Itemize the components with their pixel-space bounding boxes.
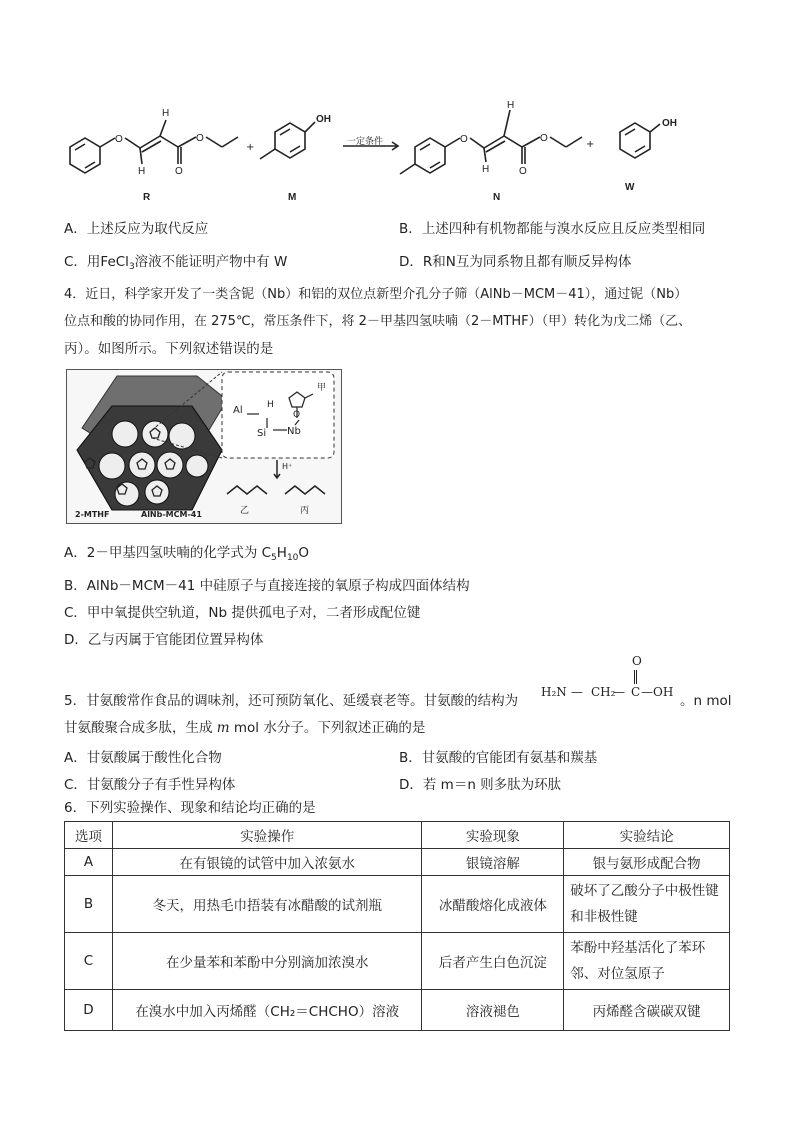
q3-option-b: B．上述四种有机物都能与溴水反应且反应类型相同 xyxy=(399,221,706,237)
glycine-o: O xyxy=(632,654,642,668)
table-header-row xyxy=(65,822,730,849)
row-operation: 冬天，用热毛巾捂装有冰醋酸的试剂瓶 xyxy=(112,876,422,933)
glycine-ch2: CH₂ xyxy=(591,685,616,699)
q4-option-a-mid: H xyxy=(276,545,287,561)
row-conclusion: 破坏了乙酸分子中极性键和非极性键 xyxy=(564,876,730,933)
q3-option-c xyxy=(64,250,287,272)
q5-stem-line2-a: 甘氨酸聚合成多肽，生成 xyxy=(64,720,217,736)
q5-stem-a: 5．甘氨酸常作食品的调味剂，还可预防氧化、延缓衰老等。甘氨酸的结构为 xyxy=(64,693,519,709)
w-ring xyxy=(620,123,650,158)
fig-label-bing: 丙 xyxy=(300,506,310,516)
glycine-oh: —OH xyxy=(641,685,674,699)
svg-text:O: O xyxy=(519,166,527,177)
label-oh-m: OH xyxy=(316,114,331,125)
catalyst-figure xyxy=(67,370,341,523)
header-conclusion: 实验结论 xyxy=(564,822,730,849)
q5-stem-line2 xyxy=(64,719,425,737)
table-row xyxy=(65,876,730,933)
glycine-dash1: — xyxy=(571,685,583,699)
glycine-h2n: H₂N xyxy=(541,685,567,699)
svg-text:O: O xyxy=(115,134,123,145)
q5-stem-line2-b: mol 水分子。下列叙述正确的是 xyxy=(229,720,426,736)
row-operation: 在有银镜的试管中加入浓氨水 xyxy=(112,849,422,876)
row-option: C xyxy=(65,933,113,990)
header-option: 选项 xyxy=(65,822,113,849)
q3-option-a: A．上述反应为取代反应 xyxy=(64,221,209,237)
glycine-dash2: — xyxy=(613,685,625,699)
q4-option-a-sub2: 10 xyxy=(286,553,299,563)
q4-stem-line3: 丙）。如图所示。下列叙述错误的是 xyxy=(64,341,274,357)
row-phenomenon: 银镜溶解 xyxy=(422,849,564,876)
q6-stem: 6．下列实验操作、现象和结论均正确的是 xyxy=(64,800,316,816)
svg-text:H: H xyxy=(162,108,170,119)
experiment-table xyxy=(64,821,730,1031)
fig-label-catalyst: AlNb-MCM-41 xyxy=(141,510,202,519)
q4-figure xyxy=(66,369,342,524)
table-row xyxy=(65,990,730,1031)
svg-text:O: O xyxy=(540,133,548,144)
svg-text:O: O xyxy=(196,133,204,144)
svg-text:O: O xyxy=(175,166,183,177)
fig-label-jia: 甲 xyxy=(317,383,327,393)
fig-label-h: H⁺ xyxy=(282,462,293,471)
row-phenomenon: 后者产生白色沉淀 xyxy=(422,933,564,990)
q4-stem-line2: 位点和酸的协同作用，在 275℃，常压条件下，将 2－甲基四氢呋喃（2－MTHF）（甲）转化为戊二烯（乙、 xyxy=(64,314,692,329)
q4-option-a-pre: A．2－甲基四氢呋喃的化学式为 C xyxy=(64,545,272,561)
m-ring xyxy=(275,123,305,158)
glycine-structure xyxy=(541,654,681,702)
q5-option-a: A．甘氨酸属于酸性化合物 xyxy=(64,750,222,766)
q3-option-d: D．R和N互为同系物且都有顺反异构体 xyxy=(399,254,632,270)
fig-atom-o: O xyxy=(293,410,301,420)
q4-option-c: C．甲中氧提供空轨道，Nb 提供孤电子对，二者形成配位键 xyxy=(64,605,421,621)
row-conclusion: 丙烯醛含碳碳双键 xyxy=(564,990,730,1031)
row-option: A xyxy=(65,849,113,876)
fig-atom-al: Al xyxy=(233,405,243,416)
row-phenomenon: 冰醋酸熔化成液体 xyxy=(422,876,564,933)
fig-atom-h: H xyxy=(267,400,274,410)
plus-sign-2: + xyxy=(586,139,595,150)
header-phenomenon: 实验现象 xyxy=(422,822,564,849)
q4-option-b: B．AlNb－MCM－41 中硅原子与直接连接的氧原子构成四面体结构 xyxy=(64,578,470,594)
q3-option-c-post: 溶液不能证明产物中有 W xyxy=(134,254,288,270)
label-oh-w: OH xyxy=(662,118,677,129)
q4-option-a-sub1: 5 xyxy=(271,553,277,563)
q5-m-var: m xyxy=(216,720,230,736)
fig-atom-nb: Nb xyxy=(287,426,301,437)
header-operation: 实验操作 xyxy=(112,822,422,849)
row-operation: 在溴水中加入丙烯醛（CH₂＝CHCHO）溶液 xyxy=(112,990,422,1031)
row-option: B xyxy=(65,876,113,933)
svg-text:O: O xyxy=(460,134,468,145)
table-row xyxy=(65,933,730,990)
fig-label-mthf: 2-MTHF xyxy=(75,510,110,519)
plus-sign-1: + xyxy=(246,142,255,153)
q4-stem-line1: 4．近日，科学家开发了一类含铌（Nb）和铝的双位点新型介孔分子筛（AlNb－MCM－41），通过铌（Nb） xyxy=(64,287,688,302)
fig-atom-si: Si xyxy=(257,428,267,439)
row-option: D xyxy=(65,990,113,1031)
glycine-double-bond xyxy=(634,670,637,684)
svg-text:H: H xyxy=(507,100,515,111)
svg-text:H: H xyxy=(138,166,146,177)
q5-stem-b: 。n mol xyxy=(680,693,732,709)
reaction-scheme xyxy=(60,92,700,207)
q4-option-d: D．乙与丙属于官能团位置异构体 xyxy=(64,632,264,648)
svg-text:H: H xyxy=(482,164,490,175)
label-w: W xyxy=(625,182,635,193)
row-conclusion: 银与氨形成配合物 xyxy=(564,849,730,876)
row-phenomenon: 溶液褪色 xyxy=(422,990,564,1031)
q3-option-c-sub: 3 xyxy=(128,262,135,272)
q5-option-b: B．甘氨酸的官能团有氨基和羰基 xyxy=(399,750,598,766)
glycine-c: C xyxy=(631,685,641,699)
label-r: R xyxy=(143,192,151,203)
table-row xyxy=(65,849,730,876)
q4-option-a xyxy=(64,541,309,563)
row-conclusion: 苯酚中羟基活化了苯环邻、对位氢原子 xyxy=(564,933,730,990)
q5-option-c: C．甘氨酸分子有手性异构体 xyxy=(64,777,236,793)
row-operation: 在少量苯和苯酚中分别滴加浓溴水 xyxy=(112,933,422,990)
label-n: N xyxy=(493,192,501,203)
q3-option-c-pre: C．用FeCl xyxy=(64,254,129,270)
label-m: M xyxy=(288,192,297,203)
reaction-condition: 一定条件 xyxy=(347,137,384,147)
q5-option-d: D．若 m＝n 则多肽为环肽 xyxy=(399,777,562,793)
fig-label-yi: 乙 xyxy=(240,506,250,516)
q4-option-a-post: O xyxy=(298,545,310,561)
